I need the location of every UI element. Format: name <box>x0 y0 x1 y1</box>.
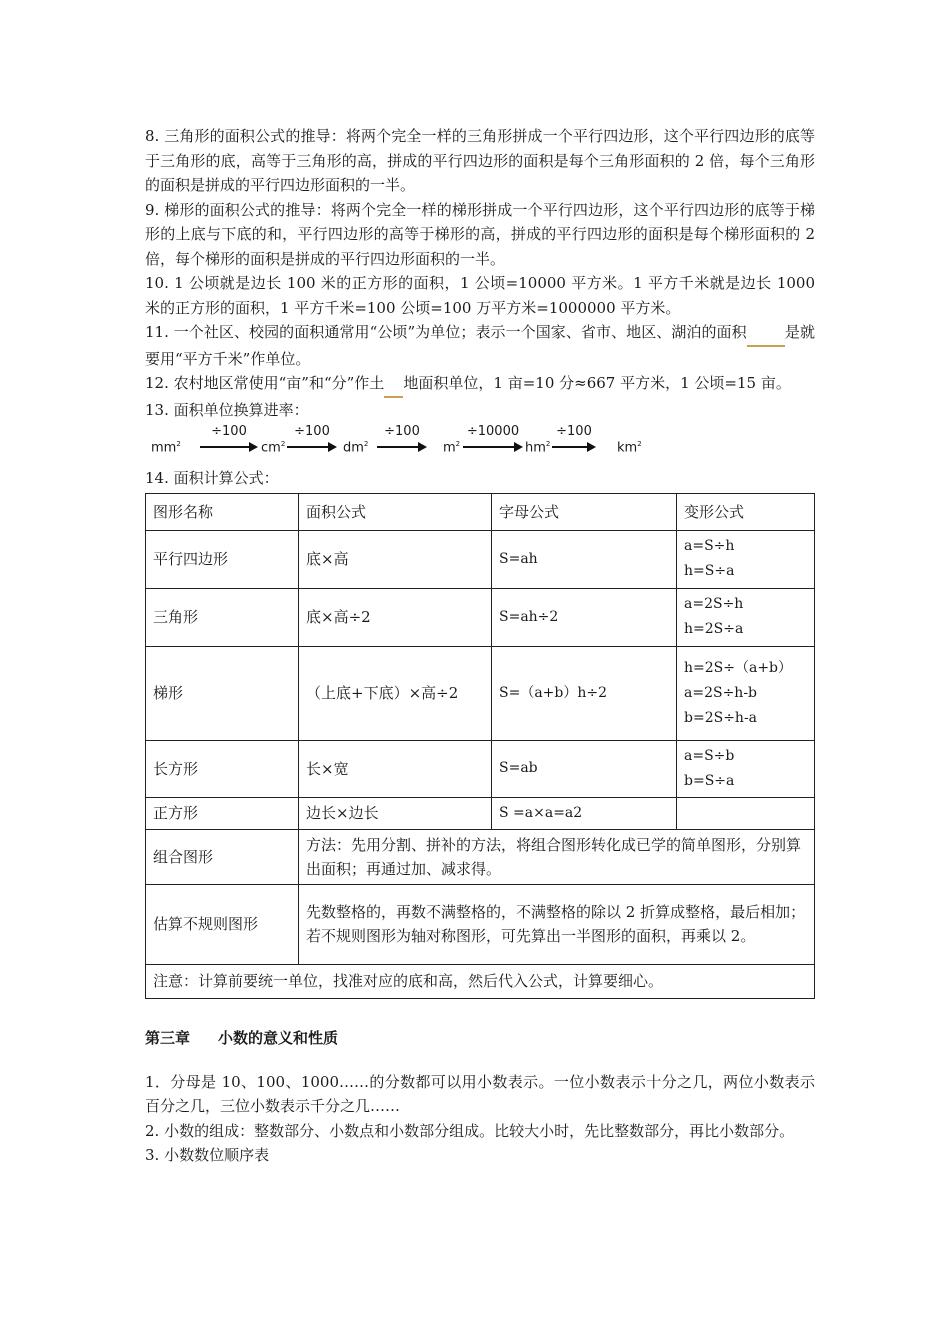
underline-mark: ​ <box>747 320 785 347</box>
letter-formula: S=ab <box>492 740 677 797</box>
paragraph-14: 14. 面积计算公式： <box>145 469 279 487</box>
variant-formulas <box>677 530 815 588</box>
shape-name: 估算不规则图形 <box>146 884 299 964</box>
unit-mm2: $mm^2$ <box>151 440 181 456</box>
chapter-paragraph-1: 1．分母是 10、100、1000……的分数都可以用小数表示。一位小数表示十分之几，两位小数表示百分之几，三位小数表示千分之几…… <box>145 1072 815 1115</box>
chapter-number: 第三章 <box>145 1028 191 1047</box>
variant-formula: h=2S÷（a+b） <box>684 659 793 676</box>
table-row-irregular <box>146 884 815 964</box>
shape-name: 组合图形 <box>146 829 299 884</box>
paragraph-11-part-b: 是就要用“平方千米”作单位。 <box>145 323 815 368</box>
unit-m2: $m^2$ <box>443 440 461 456</box>
variant-formulas <box>677 797 815 829</box>
table-row <box>146 646 815 740</box>
shape-name: 长方形 <box>146 740 299 797</box>
conversion-rate: ÷100 <box>556 424 592 439</box>
combined-method: 方法：先用分割、拼补的方法，将组合图形转化成已学的简单图形，分别算出面积；再通过加、减求得。 <box>299 829 815 884</box>
variant-formulas <box>677 588 815 646</box>
shape-name: 三角形 <box>146 588 299 646</box>
table-note: 注意：计算前要统一单位，找准对应的底和高，然后代入公式，计算要细心。 <box>146 964 815 998</box>
variant-formula: h=2S÷a <box>684 621 744 637</box>
unit-dm2: $dm^2$ <box>343 440 369 456</box>
letter-formula: S=ah <box>492 530 677 588</box>
shape-name: 梯形 <box>146 646 299 740</box>
conversion-arrow <box>552 424 596 454</box>
underline-mark: ​ <box>384 371 403 398</box>
variant-formulas <box>677 646 815 740</box>
paragraph-11-part-a: 11. 一个社区、校园的面积通常用“公顷”为单位；表示一个国家、省市、地区、湖泊的面积 <box>145 323 747 341</box>
header-letter-formula: 字母公式 <box>492 493 677 530</box>
unit-hm2: $hm^2$ <box>525 440 551 456</box>
variant-formula: a=2S÷h-b <box>684 684 758 701</box>
conversion-arrow <box>200 424 258 454</box>
letter-formula: S =a×a=a2 <box>492 797 677 829</box>
area-formula-table <box>145 493 815 999</box>
table-row <box>146 740 815 797</box>
shape-name: 平行四边形 <box>146 530 299 588</box>
paragraph-11 <box>145 320 815 371</box>
chapter-paragraph-2: 2. 小数的组成：整数部分、小数点和小数部分组成。比较大小时，先比整数部分，再比小数部分。 <box>145 1121 795 1140</box>
paragraph-12 <box>145 371 815 398</box>
paragraph-12-part-a: 12. 农村地区常使用“亩”和“分”作土 <box>145 374 385 392</box>
variant-formula: b=2S÷h-a <box>684 709 758 726</box>
area-formula: 边长×边长 <box>299 797 492 829</box>
table-row <box>146 797 815 829</box>
chapter-title: 小数的意义和性质 <box>218 1028 339 1047</box>
shape-name: 正方形 <box>146 797 299 829</box>
chapter-heading <box>145 1027 815 1048</box>
area-formula: 长×宽 <box>299 740 492 797</box>
paragraph-12-part-b: 地面积单位，1 亩=10 分≈667 平方米，1 公顷=15 亩。 <box>403 374 791 392</box>
header-shape-name: 图形名称 <box>146 493 299 530</box>
table-row <box>146 530 815 588</box>
paragraph-13: 13. 面积单位换算进率： <box>145 400 309 419</box>
chapter-paragraph-3: 3. 小数数位顺序表 <box>145 1146 270 1164</box>
conversion-rate: ÷100 <box>384 424 420 439</box>
area-formula: 底×高÷2 <box>299 588 492 646</box>
conversion-arrow <box>377 424 427 454</box>
unit-km2: $km^2$ <box>617 440 642 456</box>
table-row-combined <box>146 829 815 884</box>
table-note-row <box>146 964 815 998</box>
unit-cm2: $cm^2$ <box>261 440 286 456</box>
document-page <box>145 124 815 1168</box>
conversion-rate: ÷10000 <box>466 424 520 439</box>
conversion-arrow <box>463 424 523 454</box>
header-variant-formula: 变形公式 <box>677 493 815 530</box>
unit-conversion-chain <box>145 424 815 466</box>
table-header-row <box>146 493 815 530</box>
variant-formula: a=S÷h <box>684 538 735 554</box>
variant-formula: a=2S÷h <box>684 596 744 612</box>
variant-formulas <box>677 740 815 797</box>
letter-formula: S=（a+b）h÷2 <box>492 646 677 740</box>
paragraph-9: 9. 梯形的面积公式的推导：将两个完全一样的梯形拼成一个平行四边形，这个平行四边形的底等于梯形的上底与下底的和，平行四边形的高等于梯形的高，拼成的平行四边形的面积是每个梯形面积的 2 倍，每个梯形的面积是拼成的平行四边形面积的一半。 <box>145 200 815 268</box>
variant-formula: a=S÷b <box>684 747 735 764</box>
irregular-method: 先数整格的，再数不满整格的，不满整格的除以 2 折算成整格，最后相加；若不规则图形为轴对称图形，可先算出一半图形的面积，再乘以 2。 <box>299 884 815 964</box>
header-area-formula: 面积公式 <box>299 493 492 530</box>
paragraph-10: 10. 1 公顷就是边长 100 米的正方形的面积，1 公顷=10000 平方米。1 平方千米就是边长 1000 米的正方形的面积，1 平方千米=100 公顷=100 万平方米=1000000 平方米。 <box>145 274 815 317</box>
variant-formula: h=S÷a <box>684 563 735 579</box>
table-row <box>146 588 815 646</box>
letter-formula: S=ah÷2 <box>492 588 677 646</box>
area-formula: （上底+下底）×高÷2 <box>299 646 492 740</box>
area-formula: 底×高 <box>299 530 492 588</box>
conversion-rate: ÷100 <box>211 424 247 439</box>
conversion-arrow <box>287 424 337 454</box>
variant-formula: b=S÷a <box>684 772 735 789</box>
conversion-rate: ÷100 <box>294 424 330 439</box>
paragraph-8: 8. 三角形的面积公式的推导：将两个完全一样的三角形拼成一个平行四边形，这个平行四边形的底等于三角形的底，高等于三角形的高，拼成的平行四边形的面积是每个三角形面积的 2 倍，每个三角形的面积是拼成的平行四边形面积的一半。 <box>145 127 815 194</box>
